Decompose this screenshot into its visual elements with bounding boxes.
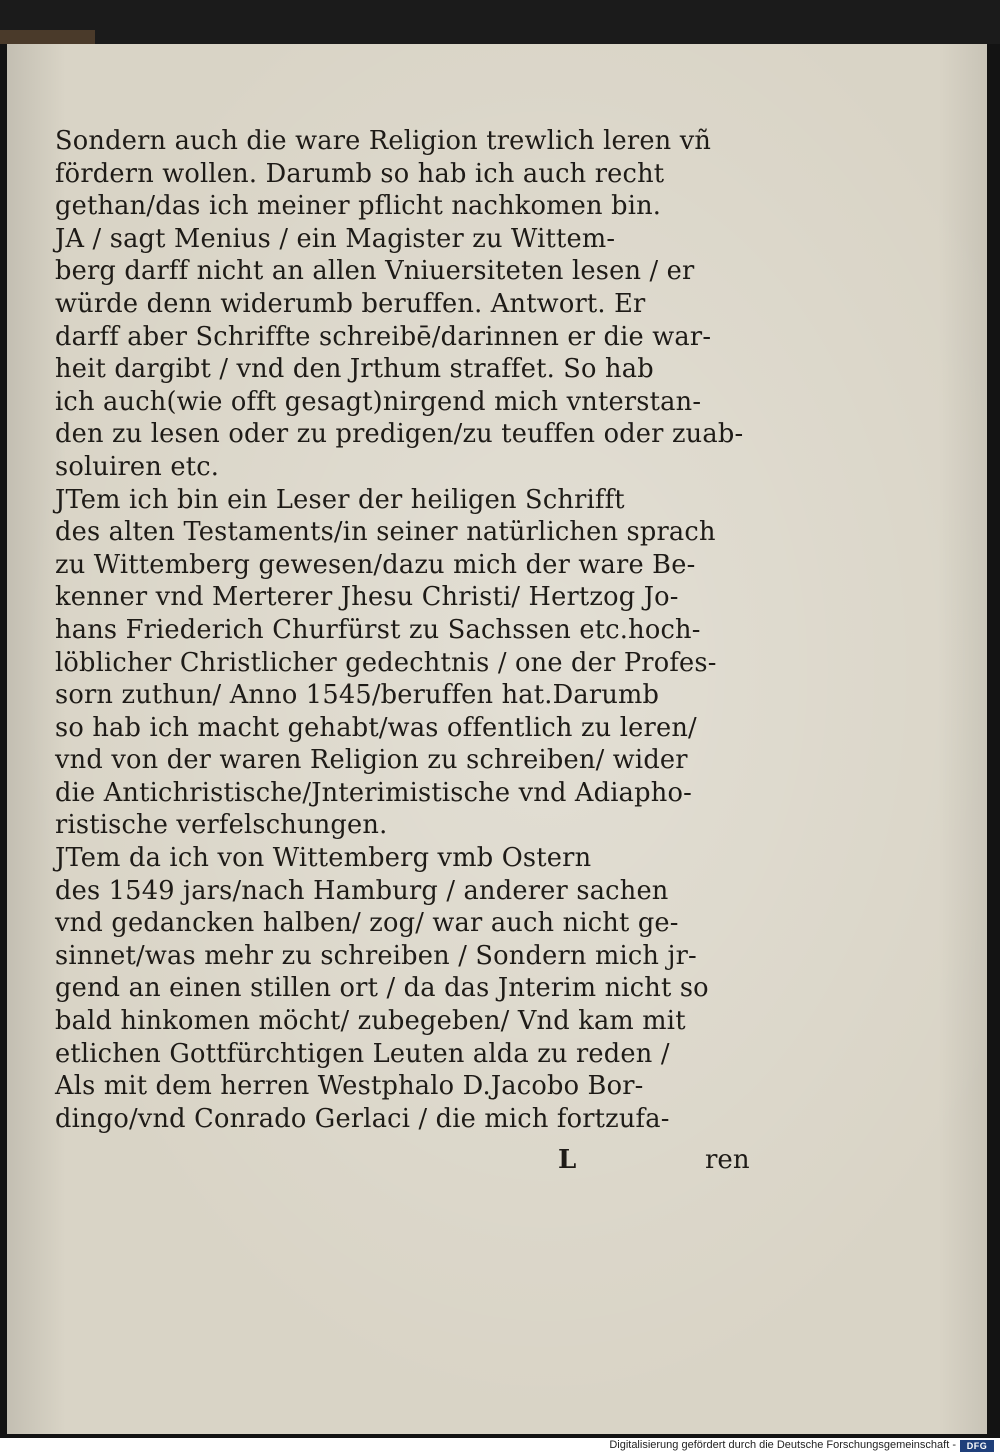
text-line: kenner vnd Merterer Jhesu Christi/ Hertzog Jo-: [55, 582, 679, 613]
dfg-logo: DFG: [960, 1440, 994, 1452]
footer-credit: Digitalisierung gefördert durch die Deutsche Forschungsgemeinschaft -: [609, 1439, 956, 1451]
text-line: etlichen Gottfürchtigen Leuten alda zu reden /: [55, 1038, 670, 1069]
text-line: JTem ich bin ein Leser der heiligen Schrifft: [55, 484, 625, 515]
text-line: so hab ich macht gehabt/was offentlich zu leren/: [55, 712, 697, 743]
text-line: vnd von der waren Religion zu schreiben/ wider: [55, 745, 688, 776]
text-line: Sondern auch die ware Religion trewlich leren vñ: [55, 126, 712, 156]
book-cover-edge: [0, 30, 95, 44]
signature-mark: L: [558, 1145, 577, 1175]
text-line: zu Wittemberg gewesen/dazu mich der ware Be-: [55, 549, 696, 580]
text-line: darff aber Schriffte schreibē/darinnen er die war-: [55, 321, 712, 352]
footer-bar: [0, 1438, 1000, 1455]
text-line: löblicher Christlicher gedechtnis / one der Profes-: [55, 647, 717, 678]
text-line: die Antichristische/Jnterimistische vnd Adiapho-: [55, 777, 692, 808]
text-line: des alten Testaments/in seiner natürlichen sprach: [55, 517, 716, 548]
text-line: sinnet/was mehr zu schreiben / Sondern mich jr-: [55, 940, 697, 971]
page-text: [55, 125, 755, 1135]
text-line: hans Friederich Churfürst zu Sachssen etc.hoch-: [55, 614, 701, 645]
text-line: soluiren etc.: [55, 451, 220, 482]
text-line: JA / sagt Menius / ein Magister zu Wittem-: [55, 223, 616, 254]
text-line: des 1549 jars/nach Hamburg / anderer sachen: [55, 875, 669, 906]
text-line: JTem da ich von Wittemberg vmb Ostern: [55, 843, 592, 874]
text-line: bald hinkomen möcht/ zubegeben/ Vnd kam mit: [55, 1006, 686, 1037]
text-line: gethan/das ich meiner pflicht nachkomen bin.: [55, 191, 662, 222]
text-line: berg darff nicht an allen Vniuersiteten lesen / er: [55, 256, 695, 287]
text-line: würde denn widerumb beruffen. Antwort. Er: [55, 288, 646, 319]
text-line: ristische verfelschungen.: [55, 810, 388, 841]
scan-top-edge: [0, 0, 1000, 44]
text-line: heit dargibt / vnd den Jrthum straffet. So hab: [55, 354, 654, 385]
text-line: gend an einen stillen ort / da das Jnterim nicht so: [55, 973, 709, 1004]
text-line: vnd gedancken halben/ zog/ war auch nicht ge-: [55, 908, 679, 939]
catchword: ren: [705, 1145, 750, 1175]
text-line: sorn zuthun/ Anno 1545/beruffen hat.Darumb: [55, 680, 660, 711]
text-line: dingo/vnd Conrado Gerlaci / die mich fortzufa-: [55, 1103, 670, 1134]
text-line: fördern wollen. Darumb so hab ich auch recht: [55, 158, 665, 189]
text-line: ich auch(wie offt gesagt)nirgend mich vnterstan-: [55, 386, 702, 417]
text-line: Als mit dem herren Westphalo D.Jacobo Bor-: [55, 1071, 644, 1102]
text-line: den zu lesen oder zu predigen/zu teuffen oder zuab-: [55, 419, 744, 450]
